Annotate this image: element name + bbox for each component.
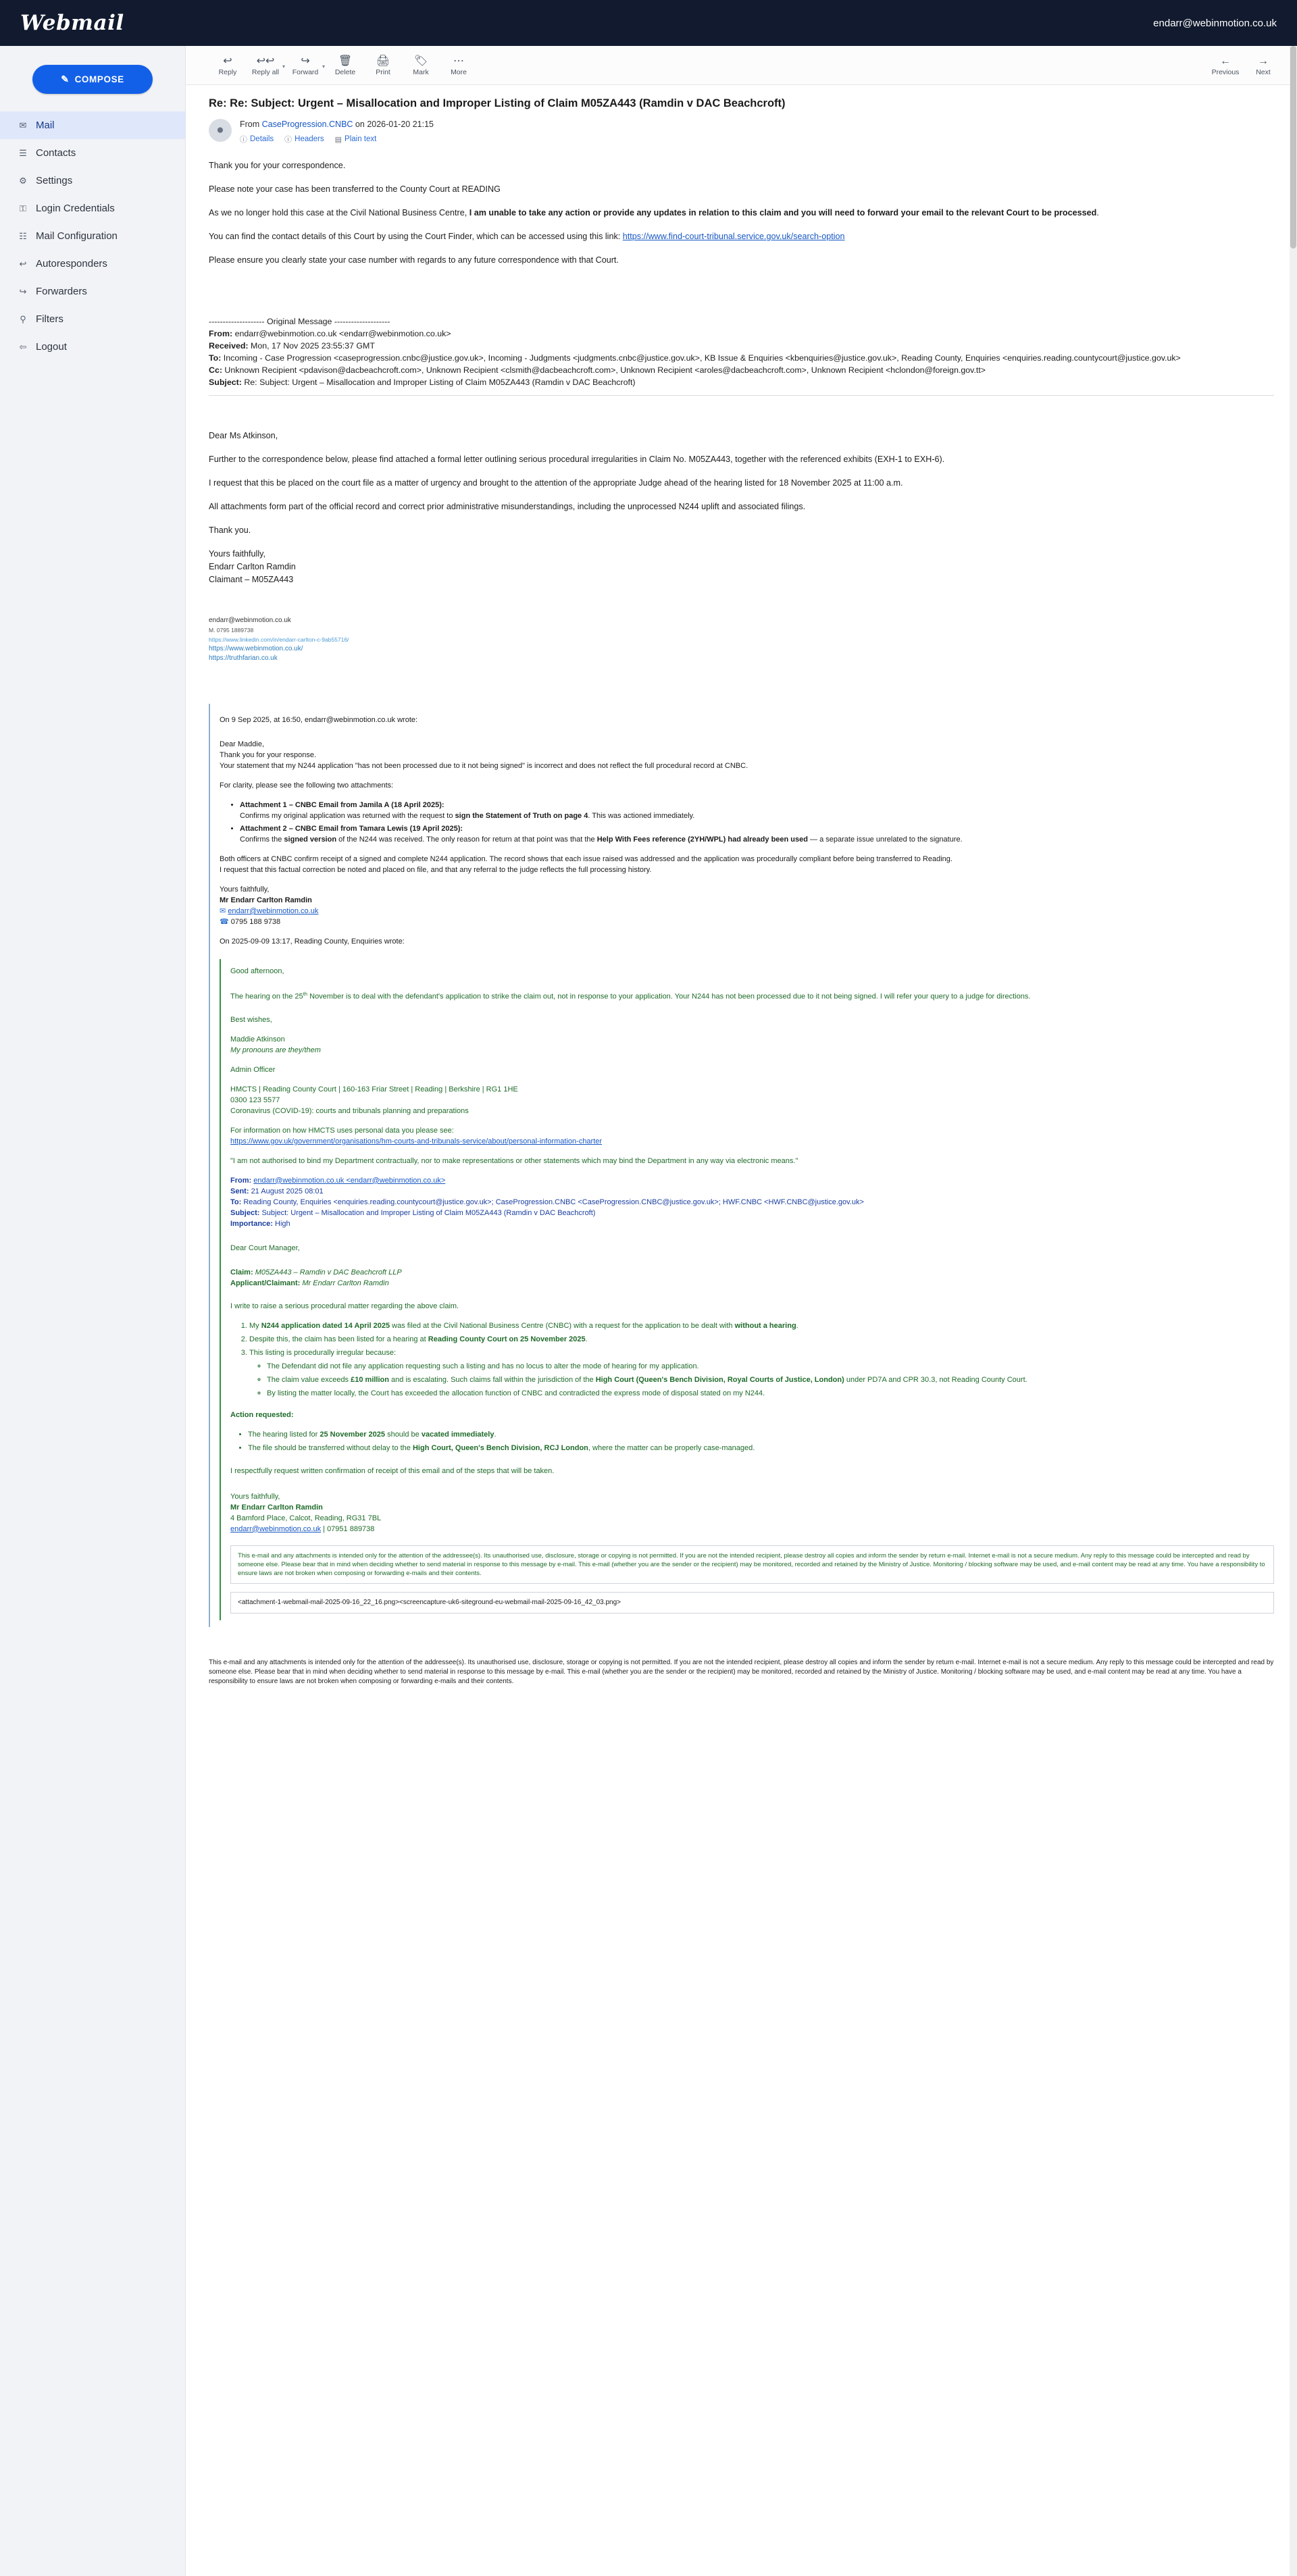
brand-logo[interactable]: Webmail	[20, 11, 124, 35]
s2-lead: The claim value exceeds	[267, 1375, 351, 1384]
headers-toggle[interactable]	[284, 134, 324, 145]
scrollbar-thumb[interactable]	[1290, 46, 1296, 249]
reply-icon: ↩	[223, 55, 232, 67]
sidebar-item-label: Logout	[36, 341, 67, 353]
list-item	[248, 1443, 1274, 1453]
quote2-from-value[interactable]: endarr@webinmotion.co.uk <endarr@webinmotion.co.uk>	[253, 1176, 446, 1185]
n2-tail: .	[585, 1335, 588, 1343]
mail-icon: ✉	[19, 120, 27, 130]
quote2-sig-address: 4 Bamford Place, Calcot, Reading, RG31 7BL	[230, 1514, 382, 1522]
attachment-reference[interactable]: <attachment-1-webmail-mail-2025-09-16_22_16.png><screencapture-uk6-siteground-eu-webmail-mail-2025-09-16_42_03.png>	[230, 1592, 1274, 1614]
letter-paragraph-2: I request that this be placed on the court file as a matter of urgency and brought to the attention of the appropriate Judge ahead of the hearing listed for 18 November 2025 at 11:00 a.m.	[209, 478, 903, 488]
contacts-icon: ☰	[19, 147, 27, 158]
quoted-message-1	[209, 704, 1274, 1627]
sidebar-item-settings[interactable]	[0, 167, 185, 195]
quote2-info-block	[230, 1125, 1274, 1147]
letter-signoff-text: Yours faithfully,	[209, 549, 266, 559]
quote2-sent-label: Sent:	[230, 1187, 249, 1195]
attachment-1-lead: Confirms my original application was returned with the request to	[240, 812, 455, 820]
website-link-2[interactable]: https://truthfarian.co.uk	[209, 654, 278, 662]
body-p4-lead: You can find the contact details of this Court by using the Court Finder, which can be accessed using this link:	[209, 232, 623, 241]
forward-button-label: Forward	[292, 68, 319, 76]
quote1-paragraph-2: Your statement that my N244 application "has not been processed due to it not being signed" is incorrect and does not reflect the full procedural record at CNBC.	[220, 762, 748, 770]
a2-lead: The file should be transferred without delay to the	[248, 1443, 413, 1452]
print-button[interactable]	[364, 54, 402, 76]
quote2-to-value: Reading County, Enquiries <enquiries.reading.countycourt@justice.gov.uk>; CaseProgression.CNBC <CaseProgression.CNBC@justice.gov.uk>; HWF.CNBC <HWF.CNBC@justice.gov.uk>	[243, 1197, 864, 1206]
list-item	[249, 1320, 1274, 1331]
quote2-header: On 2025-09-09 13:17, Reading County, Enquiries wrote:	[220, 937, 405, 946]
reply-button-label: Reply	[218, 68, 237, 76]
a2-emph: High Court, Queen's Bench Division, RCJ London	[412, 1443, 588, 1452]
sidebar-item-logout[interactable]	[0, 333, 185, 361]
original-received-row	[209, 340, 1274, 352]
attachment-2-emphasis-1: signed version	[284, 835, 337, 844]
body-paragraph-1: Thank you for your correspondence.	[209, 161, 346, 170]
original-to-value: Incoming - Case Progression <caseprogression.cnbc@justice.gov.uk>, Incoming - Judgments <judgments.cnbc@justice.gov.uk>, KB Issue & Enquiries <kbenquiries@justice.gov.uk>, Reading County, Enquiries <enquiries.reading.countycourt@justice.gov.uk>	[223, 353, 1181, 363]
list-item	[240, 800, 1274, 821]
info-icon: ⓘ	[240, 136, 247, 144]
next-button[interactable]	[1244, 54, 1282, 76]
message-toolbar	[186, 46, 1297, 85]
quote1-greeting	[220, 739, 1274, 771]
sidebar-item-forwarders[interactable]	[0, 278, 185, 305]
quote2-pronouns: My pronouns are they/them	[230, 1046, 321, 1054]
phone-icon: ☎	[220, 918, 229, 926]
a2-tail: , where the matter can be properly case-managed.	[588, 1443, 755, 1452]
message-subject: Re: Re: Subject: Urgent – Misallocation and Improper Listing of Claim M05ZA443 (Ramdin v DAC Beachcroft)	[209, 97, 786, 109]
trash-icon: 🗑	[338, 55, 353, 67]
personal-information-charter-link[interactable]: https://www.gov.uk/government/organisations/hm-courts-and-tribunals-service/about/personal-information-charter	[230, 1137, 603, 1145]
tag-icon: 🏷	[413, 55, 428, 67]
divider	[209, 395, 1274, 396]
signature-email: endarr@webinmotion.co.uk	[209, 617, 291, 624]
mark-button[interactable]	[402, 54, 440, 76]
quote2-salutation: Dear Court Manager,	[230, 1243, 300, 1252]
quote2-best-wishes: Best wishes,	[230, 1015, 272, 1024]
quote2-name: Maddie Atkinson	[230, 1035, 285, 1044]
forward-chevron-down-icon[interactable]: ▾	[322, 63, 326, 70]
sidebar-item-autoresponders[interactable]	[0, 250, 185, 278]
sidebar-item-label: Mail	[36, 120, 55, 131]
court-finder-link[interactable]: https://www.find-court-tribunal.service.gov.uk/search-option	[622, 232, 845, 241]
body-paragraph-5: Please ensure you clearly state your case number with regards to any future correspondence with that Court.	[209, 255, 619, 265]
original-subject-value: Re: Subject: Urgent – Misallocation and Improper Listing of Claim M05ZA443 (Ramdin v DAC Beachcroft)	[244, 378, 636, 387]
quote2-importance-label: Importance:	[230, 1219, 273, 1228]
sidebar	[0, 46, 186, 2576]
body-p3-tail: .	[1096, 208, 1099, 217]
sender-address[interactable]: CaseProgression.CNBC	[261, 120, 353, 129]
from-line	[240, 119, 434, 130]
letter-role: Claimant – M05ZA443	[209, 575, 294, 584]
n1-mid: was filed at the Civil National Business Centre (CNBC) with a request for the application to be dealt with	[390, 1321, 735, 1330]
quote1-p5-text: I request that this factual correction be noted and placed on file, and that any referral to the judge reflects the full processing history.	[220, 866, 652, 874]
arrow-left-icon: ←	[1220, 55, 1231, 67]
quote2-phone: 0300 123 5577	[230, 1096, 280, 1104]
arrow-right-icon: →	[1258, 55, 1269, 67]
quote1-paragraph-3: For clarity, please see the following two attachments:	[220, 781, 394, 790]
sidebar-item-label: Login Credentials	[36, 203, 115, 214]
list-item: ◦ By listing the matter locally, the Court has exceeded the allocation function of CNBC and contradicted the express mode of disposal stated on my N244.	[267, 1388, 1274, 1399]
s2-emph-2: High Court (Queen's Bench Division, Royal Courts of Justice, London)	[595, 1375, 844, 1384]
envelope-icon: ✉	[220, 907, 226, 915]
letter-body	[209, 430, 1274, 586]
original-message-header	[209, 315, 1274, 388]
attachment-2-emphasis-2: Help With Fees reference (2YH/WPL) had already been used	[596, 835, 808, 844]
quote2-address: HMCTS | Reading County Court | 160-163 Friar Street | Reading | Berkshire | RG1 1HE	[230, 1085, 518, 1093]
list-item	[249, 1334, 1274, 1345]
attachment-2-tail: — a separate issue unrelated to the signature.	[807, 835, 963, 844]
quote1-p4-text: Both officers at CNBC confirm receipt of a signed and complete N244 application. The record shows that each issue raised was addressed and the application was procedurally compliant before being transferred to Reading.	[220, 855, 952, 863]
body-wrapper	[0, 46, 1297, 2576]
s2-tail: under PD7A and CPR 30.3, not Reading County Court.	[844, 1375, 1027, 1384]
quote2-subject-label: Subject:	[230, 1208, 260, 1217]
letter-paragraph-3: All attachments form part of the official record and correct prior administrative misunderstandings, including the unprocessed N244 uplift and associated filings.	[209, 502, 806, 511]
attachment-1-title: Attachment 1 – CNBC Email from Jamila A (18 April 2025):	[240, 801, 444, 809]
avatar: ●	[209, 119, 232, 142]
letter-signoff	[209, 548, 1274, 586]
printer-icon: 🖨	[376, 55, 390, 67]
sliders-icon: ☷	[19, 230, 27, 241]
quote2-to-label: To:	[230, 1197, 242, 1206]
spacer	[209, 278, 1274, 315]
quote2-sig-separator: |	[323, 1524, 328, 1533]
original-divider: -------------------- Original Message --------------------	[209, 317, 390, 326]
sidebar-item-mail[interactable]	[0, 111, 185, 139]
compose-button[interactable]	[32, 65, 153, 94]
letter-name: Endarr Carlton Ramdin	[209, 562, 296, 571]
quote2-disclaimer: This e-mail and any attachments is intended only for the attention of the addressee(s). Its unauthorised use, disclosure, storage or copying is not permitted. If you are not the intended recipient, please destroy all copies and inform the sender by return e-mail. Internet e-mail is not a secure medium. Any reply to this message could be intercepted and read by someone else. Please bear that in mind when deciding whether to send material in response to this message by e-mail. This e-mail (whether you are the sender or the recipient) may be monitored, recorded and retained by the Ministry of Justice. Monitoring / blocking software may be used, and e-mail content may be read at any time. You have a responsibility to ensure laws are not broken when composing or forwarding e-mails and their contents.	[230, 1545, 1274, 1584]
reply-all-chevron-down-icon[interactable]: ▾	[282, 63, 286, 70]
from-prefix: From	[240, 120, 260, 129]
original-cc-value: Unknown Recipient <pdavison@dacbeachcroft.com>, Unknown Recipient <clsmith@dacbeachcroft.com>, Unknown Recipient <aroles@dacbeachcroft.com>, Unknown Recipient <hclondon@foreign.gov.tt>	[224, 365, 986, 375]
quote1-header: On 9 Sep 2025, at 16:50, endarr@webinmotion.co.uk wrote:	[220, 716, 418, 724]
quote1-signoff	[220, 884, 1274, 927]
logout-icon: ⇦	[19, 341, 27, 352]
attachment-1-emphasis: sign the Statement of Truth on page 4	[455, 812, 588, 820]
main-content	[186, 46, 1297, 1714]
quote2-sent-value: 21 August 2025 08:01	[251, 1187, 324, 1195]
pencil-icon: ✎	[61, 74, 70, 84]
message-date: 2026-01-20 21:15	[367, 120, 434, 129]
applicant-label: Applicant/Claimant:	[230, 1279, 301, 1287]
quote2-subject-value: Subject: Urgent – Misallocation and Improper Listing of Claim M05ZA443 (Ramdin v DAC Beachcroft)	[261, 1208, 596, 1217]
list-item	[267, 1374, 1274, 1385]
forward-icon: ↪	[301, 55, 310, 67]
original-subject-row	[209, 376, 1274, 388]
toolbar-group-reply	[209, 54, 478, 76]
more-button[interactable]	[440, 54, 478, 76]
forward-icon: ↪	[19, 286, 27, 297]
quoted-message-2	[220, 959, 1274, 1620]
quote2-p1-tail: November is to deal with the defendant's application to strike the claim out, not in response to your application. Your N244 has not been processed due to it not being signed. I will refer your query to a judge for directions.	[307, 992, 1031, 1001]
next-button-label: Next	[1256, 68, 1271, 76]
quote2-action-label	[230, 1410, 1274, 1420]
reply-all-icon: ↩↩	[256, 55, 275, 67]
quote1-name: Mr Endarr Carlton Ramdin	[220, 896, 312, 904]
more-button-label: More	[451, 68, 467, 76]
sidebar-item-label: Autoresponders	[36, 258, 107, 269]
original-cc-row	[209, 364, 1274, 376]
quote2-action-list	[230, 1429, 1274, 1453]
n1-emph-2: without a hearing	[734, 1321, 796, 1330]
document-icon: ▤	[334, 135, 342, 144]
quote2-authority-note: "I am not authorised to bind my Department contractually, nor to make representations or other statements which may bind the Department in any way via electronic means."	[230, 1156, 798, 1165]
sidebar-item-login-credentials[interactable]	[0, 195, 185, 222]
message-header	[186, 85, 1297, 145]
quote2-p1-lead: The hearing on the 25	[230, 992, 303, 1001]
quote2-signature	[230, 1034, 1274, 1056]
quote2-role: Admin Officer	[230, 1065, 276, 1074]
reply-all-button[interactable]	[247, 54, 284, 76]
signature-mobile: M. 0795 1889738	[209, 627, 254, 634]
body-p3-lead: As we no longer hold this case at the Civil National Business Centre,	[209, 208, 469, 217]
quote2-p1-sup: th	[303, 991, 308, 997]
attachment-1-tail: . This was actioned immediately.	[588, 812, 695, 820]
s2-emph-1: £10 million	[351, 1375, 389, 1384]
quote1-phone: 0795 188 9738	[230, 918, 281, 926]
sidebar-item-label: Contacts	[36, 147, 76, 159]
previous-button[interactable]	[1206, 54, 1244, 76]
previous-button-label: Previous	[1211, 68, 1240, 76]
claim-label: Claim:	[230, 1268, 253, 1277]
quote2-greeting: Good afternoon,	[230, 967, 284, 975]
forward-button[interactable]	[286, 54, 324, 76]
delete-button-label: Delete	[334, 68, 356, 76]
reply-all-button-label: Reply all	[251, 68, 280, 76]
body-p3-emphasis: I am unable to take any action or provide any updates in relation to this claim and you will need to forward your email to the relevant Court to be processed	[469, 208, 1097, 217]
print-button-label: Print	[376, 68, 390, 76]
signature-block	[209, 616, 1274, 663]
from-middle: on	[355, 120, 365, 129]
body-paragraph-2: Please note your case has been transferred to the County Court at READING	[209, 184, 501, 194]
sidebar-item-label: Settings	[36, 175, 73, 186]
quote2-signoff-text: Yours faithfully,	[230, 1492, 280, 1501]
a1-emph-2: vacated immediately	[421, 1430, 494, 1439]
quote2-covid-notice: Coronavirus (COVID-19): courts and tribunals planning and preparations	[230, 1106, 469, 1115]
quote2-closing: I respectfully request written confirmation of receipt of this email and of the steps that will be taken.	[230, 1466, 555, 1475]
n1-tail: .	[796, 1321, 798, 1330]
sidebar-item-label: Forwarders	[36, 286, 87, 297]
mark-button-label: Mark	[413, 68, 429, 76]
attachment-2-lead: Confirms the	[240, 835, 284, 844]
reply-button[interactable]	[209, 54, 247, 76]
compose-button-label: COMPOSE	[74, 74, 124, 84]
original-from-value: endarr@webinmotion.co.uk <endarr@webinmotion.co.uk>	[234, 329, 451, 338]
a1-tail: .	[494, 1430, 497, 1439]
s2-mid: and is escalating. Such claims fall within the jurisdiction of the	[388, 1375, 596, 1384]
quote2-numbered-list	[230, 1320, 1274, 1399]
page-scrollbar[interactable]	[1290, 46, 1297, 2576]
details-label: Details	[250, 135, 274, 143]
sidebar-item-label: Mail Configuration	[36, 230, 118, 242]
n2-lead: Despite this, the claim has been listed for a hearing at	[249, 1335, 428, 1343]
quote1-signoff-text: Yours faithfully,	[220, 885, 270, 894]
filter-icon: ⚲	[20, 313, 26, 324]
account-email[interactable]: endarr@webinmotion.co.uk	[1153, 17, 1277, 29]
list-item: ◦ The Defendant did not file any application requesting such a listing and has no locus to alter the mode of hearing for my application.	[267, 1361, 1274, 1372]
quote2-intro: I write to raise a serious procedural matter regarding the above claim.	[230, 1302, 459, 1310]
quote2-sig-email[interactable]: endarr@webinmotion.co.uk	[230, 1524, 322, 1533]
quote1-attachment-list	[220, 800, 1274, 845]
list-icon: ⓘ	[284, 136, 293, 144]
quote2-address-block	[230, 1084, 1274, 1116]
original-received-value: Mon, 17 Nov 2025 23:55:37 GMT	[251, 341, 375, 351]
letter-greeting: Dear Ms Atkinson,	[209, 431, 278, 440]
quote2-paragraph-1	[230, 989, 1274, 1002]
gear-icon: ⚙	[19, 175, 27, 186]
applicant-value: Mr Endarr Carlton Ramdin	[302, 1279, 389, 1287]
quote2-sig-phone: 07951 889738	[327, 1524, 375, 1533]
original-cc-label: Cc:	[209, 365, 222, 375]
ellipsis-icon: ⋯	[453, 55, 465, 67]
plain-text-toggle[interactable]	[335, 134, 377, 145]
message-body	[186, 145, 1297, 663]
n3-text: This listing is procedurally irregular because:	[249, 1348, 397, 1357]
body-paragraph-3	[209, 207, 1274, 220]
n1-lead: My	[249, 1321, 261, 1330]
quote1-paragraph-4	[220, 854, 1274, 875]
letter-paragraph-1: Further to the correspondence below, please find attached a formal letter outlining serious procedural irregularities in Claim No. M05ZA443, together with the referenced exhibits (EXH-1 to EXH-6).	[209, 455, 945, 464]
headers-label: Headers	[295, 135, 324, 143]
letter-thanks: Thank you.	[209, 525, 251, 535]
quote2-sub-list	[249, 1361, 1274, 1399]
quote2-from-label: From:	[230, 1176, 252, 1185]
footer-disclaimer: This e-mail and any attachments is intended only for the attention of the addressee(s). Its unauthorised use, disclosure, storage or copying is not permitted. If you are not the intended recipient, please destroy all copies and inform the sender by return e-mail. Internet e-mail is not a secure medium. Any reply to this message could be intercepted and read by someone else. Please bear that in mind when deciding whether to send material in response to this message by e-mail. This e-mail (whether you are the sender or the recipient) may be monitored, recorded and retained by the Ministry of Justice. Monitoring / blocking software may be used, and e-mail content may be read at any time. You have a responsibility to ensure laws are not broken when composing or forwarding e-mails and their contents.	[209, 1658, 1274, 1685]
a1-lead: The hearing listed for	[248, 1430, 320, 1439]
quote2-headers	[230, 1175, 1274, 1229]
top-bar	[0, 0, 1297, 46]
claim-value: M05ZA443 – Ramdin v DAC Beachcroft LLP	[255, 1268, 402, 1277]
a1-emph-1: 25 November 2025	[320, 1430, 386, 1439]
list-item	[240, 823, 1274, 845]
original-from-row	[209, 328, 1274, 340]
quote1-email-link[interactable]: endarr@webinmotion.co.uk	[228, 907, 319, 915]
sidebar-item-contacts[interactable]	[0, 139, 185, 167]
reply-icon: ↩	[19, 258, 27, 269]
sender-row	[209, 119, 1274, 145]
key-icon: ⚿	[20, 203, 26, 213]
message-subactions	[240, 134, 434, 145]
list-item	[248, 1429, 1274, 1440]
original-from-label: From:	[209, 329, 233, 338]
quote2-claim-block	[230, 1267, 1274, 1289]
original-to-label: To:	[209, 353, 222, 363]
quote2-importance-value: High	[275, 1219, 290, 1228]
attachment-2-title: Attachment 2 – CNBC Email from Tamara Lewis (19 April 2025):	[240, 825, 463, 833]
a1-mid: should be	[385, 1430, 422, 1439]
linkedin-link[interactable]: https://www.linkedin.com/in/endarr-carlton-c-9ab55716/	[209, 636, 349, 643]
website-link-1[interactable]: https://www.webinmotion.co.uk/	[209, 645, 303, 652]
n1-emph-1: N244 application dated 14 April 2025	[261, 1321, 390, 1330]
quote1-greeting-text: Dear Maddie,	[220, 740, 265, 748]
sidebar-item-mail-configuration[interactable]	[0, 222, 185, 250]
spacer	[209, 412, 1274, 430]
body-paragraph-4	[209, 230, 1274, 243]
quote2-info-line: For information on how HMCTS uses personal data you please see:	[230, 1126, 454, 1135]
original-received-label: Received:	[209, 341, 249, 351]
attachment-2-mid: of the N244 was received. The only reason for return at that point was that the	[336, 835, 597, 844]
quote1-paragraph-1: Thank you for your response.	[220, 751, 317, 759]
plain-text-label: Plain text	[345, 135, 377, 143]
sidebar-item-filters[interactable]	[0, 305, 185, 333]
original-to-row	[209, 352, 1274, 364]
quote2-signoff	[230, 1491, 1274, 1535]
delete-button[interactable]	[326, 54, 364, 76]
details-toggle[interactable]	[240, 134, 274, 145]
quote2-sig-name: Mr Endarr Carlton Ramdin	[230, 1503, 323, 1512]
list-item	[249, 1347, 1274, 1399]
sidebar-item-label: Filters	[36, 313, 63, 325]
action-requested-label: Action requested:	[230, 1410, 294, 1419]
n2-emph: Reading County Court on 25 November 2025	[428, 1335, 586, 1343]
original-subject-label: Subject:	[209, 378, 242, 387]
toolbar-group-nav	[1206, 54, 1282, 76]
